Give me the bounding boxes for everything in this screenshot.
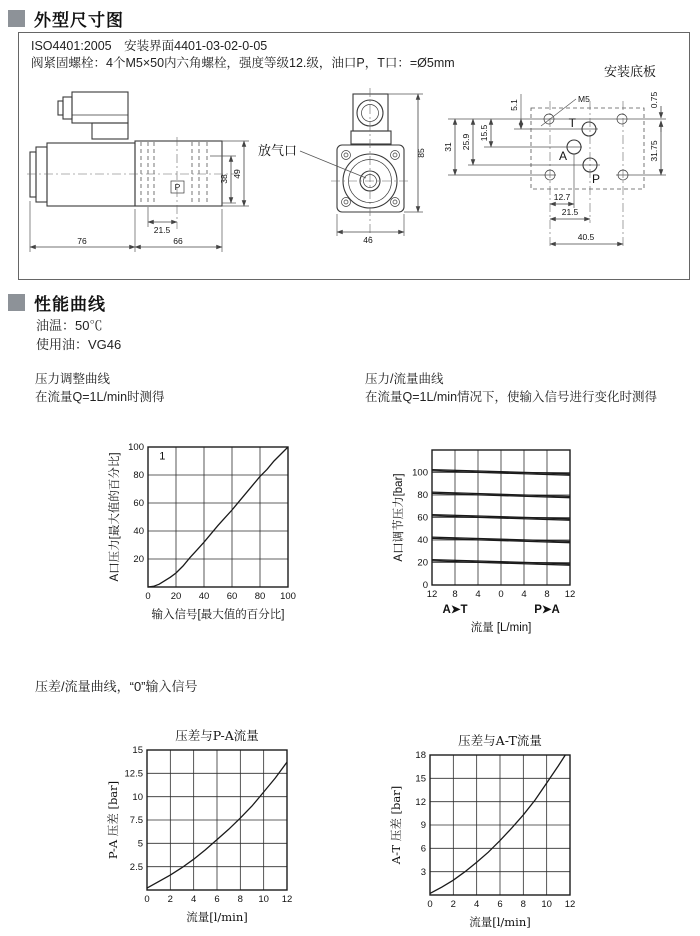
svg-text:流量 [L/min]: 流量 [L/min] bbox=[470, 622, 532, 634]
svg-text:6: 6 bbox=[214, 894, 220, 905]
chart-pressure-adjustment bbox=[95, 440, 325, 635]
svg-text:8: 8 bbox=[452, 589, 458, 600]
svg-text:20: 20 bbox=[170, 591, 182, 602]
svg-text:4: 4 bbox=[521, 589, 527, 600]
svg-text:8: 8 bbox=[520, 899, 526, 910]
svg-text:15: 15 bbox=[132, 745, 143, 757]
svg-text:2: 2 bbox=[167, 894, 173, 905]
svg-text:4: 4 bbox=[475, 589, 481, 600]
chart34-heading: 压差/流量曲线，“0”输入信号 bbox=[35, 679, 198, 694]
mounting-spec-text bbox=[31, 38, 455, 72]
section-header-curves bbox=[8, 290, 106, 315]
section-header-dimensions bbox=[8, 6, 124, 31]
oil-type-line: 使用油：VG46 bbox=[36, 337, 122, 352]
svg-text:12: 12 bbox=[281, 894, 293, 905]
svg-text:9: 9 bbox=[420, 820, 426, 832]
svg-text:10: 10 bbox=[132, 791, 143, 803]
front-dim-46: 46 bbox=[363, 235, 373, 245]
chart2-title-text: 压力/流量曲线 bbox=[365, 372, 444, 386]
svg-text:2.5: 2.5 bbox=[129, 861, 143, 873]
svg-text:80: 80 bbox=[417, 490, 428, 502]
svg-text:15: 15 bbox=[415, 773, 426, 785]
mounting-plate-drawing bbox=[426, 56, 691, 271]
svg-text:40: 40 bbox=[198, 591, 210, 602]
svg-text:A➤T: A➤T bbox=[442, 604, 468, 616]
svg-text:60: 60 bbox=[417, 512, 428, 524]
side-port-p-label: P bbox=[174, 182, 181, 192]
svg-text:8: 8 bbox=[237, 894, 243, 905]
svg-text:A口压力[最大值的百分比]: A口压力[最大值的百分比] bbox=[109, 452, 121, 582]
test-conditions bbox=[36, 316, 121, 354]
svg-text:40: 40 bbox=[417, 535, 428, 547]
svg-text:12: 12 bbox=[415, 796, 426, 808]
svg-text:1: 1 bbox=[159, 450, 166, 463]
bolt-spec-line: 阀紧固螺栓：4个M5×50内六角螺栓，强度等级12.级，油口P，T口：=Ø5mm bbox=[31, 56, 455, 70]
svg-text:10: 10 bbox=[541, 899, 552, 910]
svg-text:60: 60 bbox=[226, 591, 238, 602]
svg-text:3: 3 bbox=[420, 866, 426, 878]
side-view-drawing bbox=[25, 89, 270, 261]
svg-text:6: 6 bbox=[420, 843, 426, 855]
plate-dim-31-75: 31.75 bbox=[649, 140, 659, 162]
plate-dim-25-9: 25.9 bbox=[461, 133, 471, 151]
chart1-subtitle-text: 在流量Q=1L/min时测得 bbox=[35, 390, 165, 404]
svg-text:100: 100 bbox=[412, 467, 428, 479]
svg-text:0: 0 bbox=[422, 580, 428, 592]
svg-text:A-T 压差 [bar]: A-T 压差 [bar] bbox=[389, 785, 403, 865]
vent-port-label: 放气口 bbox=[258, 143, 298, 158]
plate-dim-0-75: 0.75 bbox=[649, 91, 659, 109]
svg-text:4: 4 bbox=[474, 899, 480, 910]
svg-text:12: 12 bbox=[564, 589, 576, 600]
svg-text:2: 2 bbox=[450, 899, 456, 910]
svg-text:100: 100 bbox=[128, 442, 144, 454]
svg-text:40: 40 bbox=[133, 526, 144, 538]
svg-text:压差与A-T流量: 压差与A-T流量 bbox=[458, 733, 542, 748]
front-view-drawing bbox=[256, 86, 436, 246]
dimension-figure-box bbox=[18, 32, 690, 280]
svg-text:4: 4 bbox=[191, 894, 197, 905]
front-dim-85: 85 bbox=[416, 148, 426, 158]
svg-text:7.5: 7.5 bbox=[129, 815, 143, 827]
svg-text:8: 8 bbox=[544, 589, 550, 600]
svg-text:12.5: 12.5 bbox=[124, 768, 143, 780]
plate-dim-31: 31 bbox=[443, 142, 453, 152]
chart-dp-pa-flow bbox=[95, 722, 325, 927]
svg-text:5: 5 bbox=[137, 838, 143, 850]
svg-text:10: 10 bbox=[258, 894, 269, 905]
chart2-subtitle-text: 在流量Q=1L/min情况下，使输入信号进行变化时测得 bbox=[365, 390, 658, 404]
svg-text:0: 0 bbox=[498, 589, 504, 600]
svg-text:60: 60 bbox=[133, 498, 144, 510]
section-title-dimensions: 外型尺寸图 bbox=[34, 11, 124, 30]
plate-port-a-label: A bbox=[558, 149, 567, 163]
svg-text:0: 0 bbox=[427, 899, 433, 910]
plate-m5-label: M5 bbox=[578, 94, 590, 104]
section-square-icon bbox=[8, 294, 25, 311]
iso-standard-line: ISO4401:2005 安装界面4401-03-02-0-05 bbox=[31, 39, 268, 53]
section-square-icon bbox=[8, 10, 25, 27]
svg-text:输入信号[最大值的百分比]: 输入信号[最大值的百分比] bbox=[151, 609, 285, 621]
svg-text:100: 100 bbox=[280, 591, 296, 602]
section-title-curves: 性能曲线 bbox=[34, 295, 106, 314]
svg-text:流量[l/min]: 流量[l/min] bbox=[186, 910, 248, 924]
svg-text:6: 6 bbox=[497, 899, 503, 910]
chart2-heading bbox=[365, 370, 697, 406]
side-dim-76: 76 bbox=[77, 236, 87, 246]
svg-text:压差与P-A流量: 压差与P-A流量 bbox=[175, 728, 259, 743]
oil-temp-line: 油温：50℃ bbox=[36, 318, 103, 333]
side-dim-38: 38 bbox=[219, 174, 229, 184]
side-dim-49: 49 bbox=[232, 169, 242, 179]
svg-text:20: 20 bbox=[417, 557, 428, 569]
plate-dim-21-5: 21.5 bbox=[561, 207, 579, 217]
svg-text:12: 12 bbox=[426, 589, 438, 600]
plate-dim-12-7: 12.7 bbox=[553, 192, 571, 202]
mounting-plate-title: 安装底板 bbox=[604, 64, 657, 79]
chart1-heading bbox=[35, 370, 335, 406]
side-dim-21-5: 21.5 bbox=[153, 225, 171, 235]
chart1-title-text: 压力调整曲线 bbox=[35, 372, 111, 386]
svg-text:20: 20 bbox=[133, 554, 144, 566]
plate-port-t-label: T bbox=[568, 116, 576, 130]
svg-text:80: 80 bbox=[254, 591, 266, 602]
svg-text:P-A 压差 [bar]: P-A 压差 [bar] bbox=[106, 780, 120, 860]
svg-text:80: 80 bbox=[133, 470, 144, 482]
svg-text:0: 0 bbox=[144, 894, 150, 905]
svg-text:A口调节压力[bar]: A口调节压力[bar] bbox=[393, 473, 405, 562]
side-dim-66: 66 bbox=[173, 236, 183, 246]
chart-pressure-flow bbox=[382, 430, 612, 640]
svg-text:P➤A: P➤A bbox=[534, 604, 560, 616]
plate-dim-15-5: 15.5 bbox=[479, 124, 489, 142]
plate-port-p-label: P bbox=[592, 172, 601, 186]
svg-text:12: 12 bbox=[564, 899, 576, 910]
svg-text:流量[l/min]: 流量[l/min] bbox=[469, 915, 531, 929]
svg-text:0: 0 bbox=[145, 591, 151, 602]
svg-text:18: 18 bbox=[415, 750, 426, 762]
chart-dp-at-flow bbox=[378, 722, 608, 932]
plate-dim-5-1: 5.1 bbox=[509, 99, 519, 111]
plate-dim-40-5: 40.5 bbox=[577, 232, 595, 242]
